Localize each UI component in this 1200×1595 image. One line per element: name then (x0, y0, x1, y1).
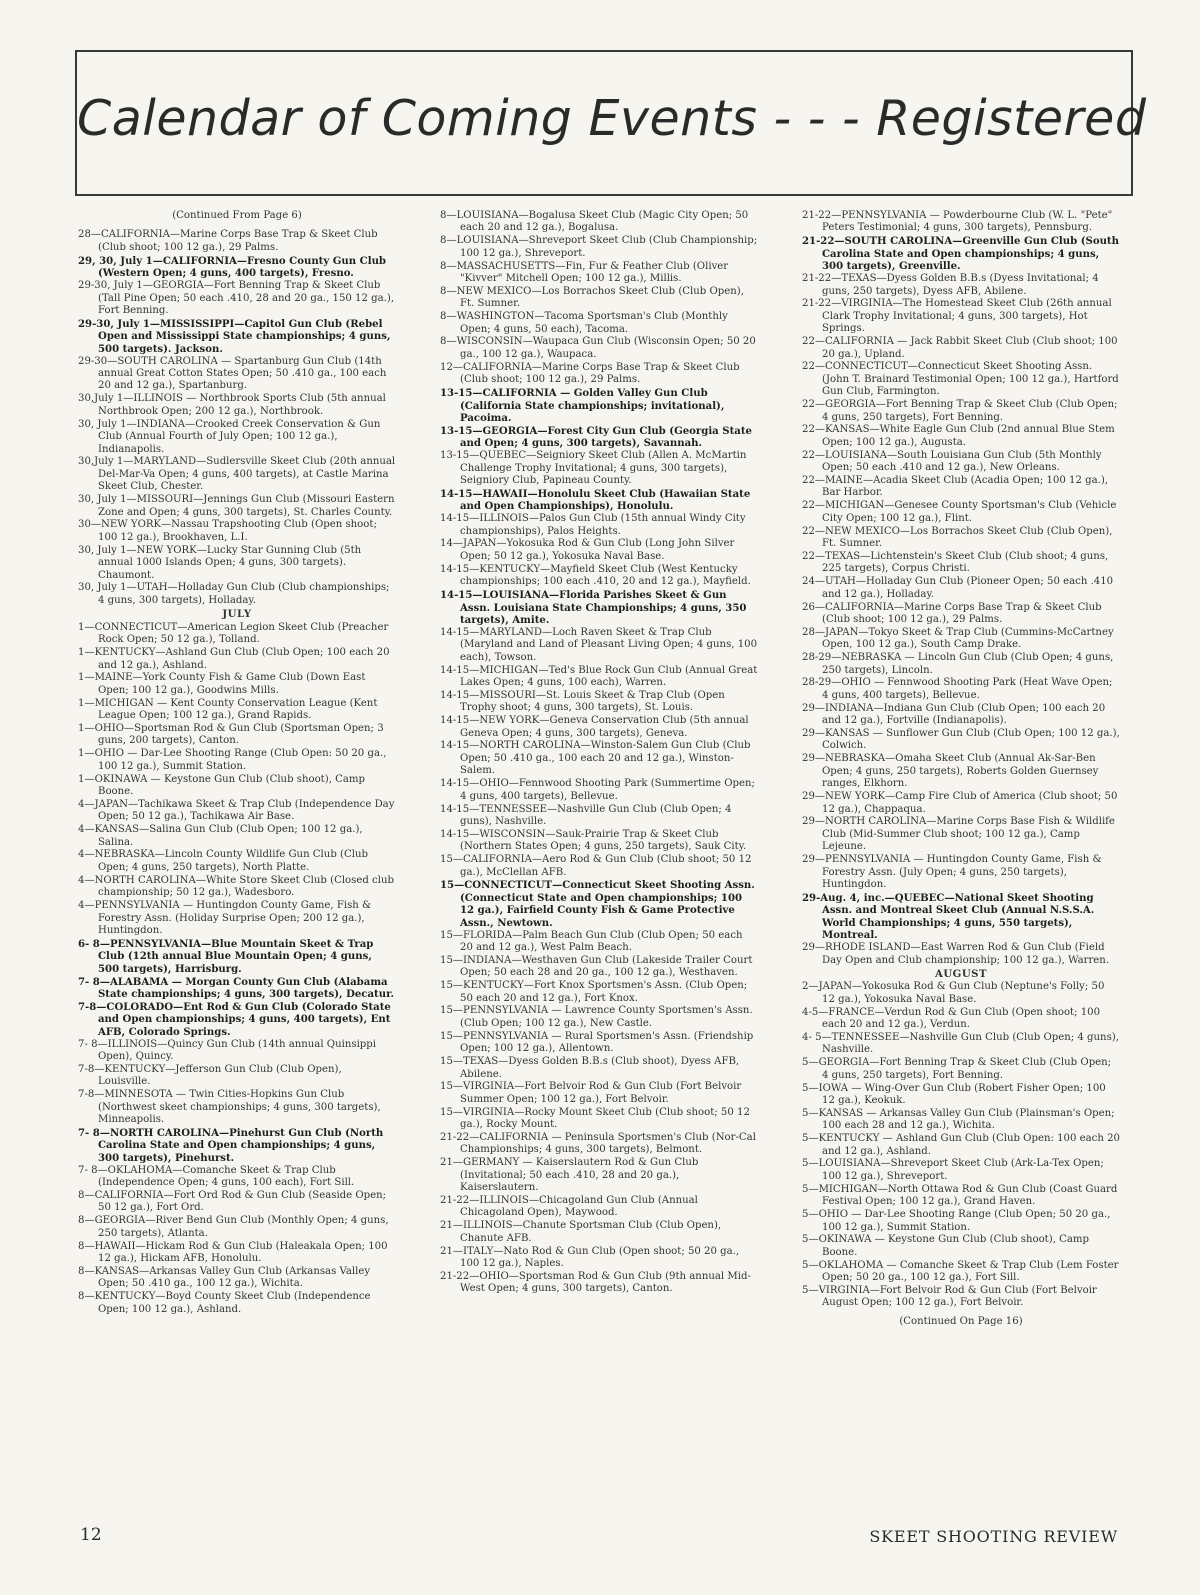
event-entry: 14-15—NEW YORK—Geneva Conservation Club (5th annual Geneva Open; 4 guns, 300 targets), Geneva. (440, 715, 749, 739)
event-entry: 21-22—CALIFORNIA — Peninsula Sportsmen's Club (Nor-Cal Championships; 4 guns, 300 targets), Belmont. (440, 1131, 756, 1156)
event-entry: 5—KANSAS — Arkansas Valley Gun Club (Plainsman's Open; 100 each 28 and 12 ga.), Wichita. (802, 1107, 1115, 1132)
event-entry: 5—KENTUCKY — Ashland Gun Club (Club Open: 100 each 20 and 12 ga.), Ashland. (802, 1133, 1120, 1157)
event-entry: 29-30, July 1—GEORGIA—Fort Benning Trap & Skeet Club (Tall Pine Open; 50 each .410, 28 and 20 ga., 150 12 ga.), Fort Benning. (78, 280, 395, 316)
event-entry: 30, July 1—MISSOURI—Jennings Gun Club (Missouri Eastern Zone and Open; 4 guns, 300 targets), St. Charles County. (78, 494, 395, 518)
events-column-1 (78, 210, 396, 1316)
event-entry: 1—CONNECTICUT—American Legion Skeet Club (Preacher Rock Open; 50 12 ga.), Tolland. (78, 621, 389, 646)
event-entry: 7- 8—NORTH CAROLINA—Pinehurst Gun Club (North Carolina State and Open championships; 4 guns, 300 targets), Pinehurst. (78, 1126, 384, 1164)
event-entry: 8—MASSACHUSETTS—Fin, Fur & Feather Club (Oliver "Kivver" Mitchell Open; 100 12 ga.), Millis. (440, 260, 729, 285)
event-entry: 14-15—MARYLAND—Loch Raven Skeet & Trap Club (Maryland and Land of Pleasant Living Open; 4 guns, 100 each), Towson. (440, 626, 758, 663)
event-entry: 5—VIRGINIA—Fort Belvoir Rod & Gun Club (Fort Belvoir August Open; 100 12 ga.), Fort Belvoir. (802, 1284, 1097, 1309)
event-entry: 8—NEW MEXICO—Los Borrachos Skeet Club (Club Open), Ft. Sumner. (440, 285, 744, 310)
event-entry: 30,July 1—ILLINOIS — Northbrook Sports Club (5th annual Northbrook Open; 200 12 ga.), Northbrook. (78, 393, 386, 417)
event-entry: 21—ITALY—Nato Rod & Gun Club (Open shoot; 50 20 ga., 100 12 ga.), Naples. (440, 1245, 740, 1270)
event-entry: 29—RHODE ISLAND—East Warren Rod & Gun Club (Field Day Open and Club championship; 100 12 ga.), Warren. (802, 942, 1110, 966)
event-entry: 24—UTAH—Holladay Gun Club (Pioneer Open; 50 each .410 and 12 ga.), Holladay. (802, 576, 1114, 600)
event-entry: 15—INDIANA—Westhaven Gun Club (Lakeside Trailer Court Open; 50 each 28 and 20 ga., 100 12 ga.), Westhaven. (440, 954, 753, 979)
event-entry: 21-22—SOUTH CAROLINA—Greenville Gun Club (South Carolina State and Open championships; 4 guns, 300 targets), Greenville. (802, 235, 1119, 273)
event-entry: 30—NEW YORK—Nassau Trapshooting Club (Open shoot; 100 12 ga.), Brookhaven, L.I. (78, 519, 377, 543)
event-entry: 7- 8—ALABAMA — Morgan County Gun Club (Alabama State championships; 4 guns, 300 targets), Decatur. (78, 975, 394, 1001)
event-entry: 4—KANSAS—Salina Gun Club (Club Open; 100 12 ga.), Salina. (78, 824, 363, 848)
event-entry: 4—NORTH CAROLINA—White Store Skeet Club (Closed club championship; 50 12 ga.), Wadesboro. (78, 874, 394, 899)
events-column-2 (440, 210, 758, 1296)
event-entry: 15—PENNSYLVANIA — Rural Sportsmen's Assn. (Friendship Open; 100 12 ga.), Allentown. (440, 1030, 754, 1055)
magazine-name: SKEET SHOOTING REVIEW (869, 1527, 1118, 1546)
event-entry: 14-15—TENNESSEE—Nashville Gun Club (Club Open; 4 guns), Nashville. (440, 803, 732, 827)
event-entry: 1—OKINAWA — Keystone Gun Club (Club shoot), Camp Boone. (78, 773, 366, 798)
event-entry: 4—JAPAN—Tachikawa Skeet & Trap Club (Independence Day Open; 50 12 ga.), Tachikawa Air Base. (78, 798, 395, 823)
event-entry: 28—JAPAN—Tokyo Skeet & Trap Club (Cummins-McCartney Open, 100 12 ga.), South Camp Drake. (802, 626, 1114, 651)
event-entry: 7-8—KENTUCKY—Jefferson Gun Club (Club Open), Louisville. (78, 1063, 342, 1088)
event-entry: 21-22—VIRGINIA—The Homestead Skeet Club (26th annual Clark Trophy Invitational; 4 guns, 300 targets), Hot Springs. (802, 298, 1112, 335)
event-entry: 22—LOUISIANA—South Louisiana Gun Club (5th Monthly Open; 50 each .410 and 12 ga.), New Orleans. (802, 449, 1102, 474)
event-entry: 26—CALIFORNIA—Marine Corps Base Trap & Skeet Club (Club shoot; 100 12 ga.), 29 Palms. (802, 601, 1102, 625)
event-entry: 1—MICHIGAN — Kent County Conservation League (Kent League Open; 100 12 ga.), Grand Rapids. (78, 697, 378, 722)
event-entry: 14-15—OHIO—Fennwood Shooting Park (Summertime Open; 4 guns, 400 targets), Bellevue. (440, 778, 755, 802)
event-entry: 15—KENTUCKY—Fort Knox Sportsmen's Assn. (Club Open; 50 each 20 and 12 ga.), Fort Knox. (440, 980, 748, 1004)
page-number: 12 (80, 1525, 102, 1545)
event-entry: 1—KENTUCKY—Ashland Gun Club (Club Open; 100 each 20 and 12 ga.), Ashland. (78, 647, 390, 671)
event-entry: 14-15—HAWAII—Honolulu Skeet Club (Hawaiian State and Open Championships), Honolulu. (440, 487, 751, 513)
event-entry: 29-30, July 1—MISSISSIPPI—Capitol Gun Club (Rebel Open and Mississippi State championships; 4 guns, 500 targets). Jackson. (78, 317, 391, 355)
event-entry: 14-15—MISSOURI—St. Louis Skeet & Trap Club (Open Trophy shoot; 4 guns, 300 targets), St. Louis. (440, 689, 725, 714)
event-entry: 5—IOWA — Wing-Over Gun Club (Robert Fisher Open; 100 12 ga.), Keokuk. (802, 1082, 1106, 1107)
event-entry: 29-Aug. 4, inc.—QUEBEC—National Skeet Shooting Assn. and Montreal Skeet Club (Annual N.S.S.A. World Championships; 4 guns, 550 targets), Montreal. (802, 891, 1095, 942)
event-entry: 5—MICHIGAN—North Ottawa Rod & Gun Club (Coast Guard Festival Open; 100 12 ga.), Grand Haven. (802, 1183, 1118, 1208)
event-entry: 14-15—WISCONSIN—Sauk-Prairie Trap & Skeet Club (Northern States Open; 4 guns, 250 targets), Sauk City. (440, 828, 747, 853)
event-entry: 15—VIRGINIA—Rocky Mount Skeet Club (Club shoot; 50 12 ga.), Rocky Mount. (440, 1106, 750, 1131)
event-entry: 21-22—OHIO—Sportsman Rod & Gun Club (9th annual Mid-West Open; 4 guns, 300 targets), Canton. (440, 1270, 751, 1295)
event-entry: 1—MAINE—York County Fish & Game Club (Down East Open; 100 12 ga.), Goodwins Mills. (78, 672, 366, 696)
event-entry: 8—GEORGIA—River Bend Gun Club (Monthly Open; 4 guns, 250 targets), Atlanta. (78, 1215, 389, 1239)
event-entry: 4—PENNSYLVANIA — Huntingdon County Game, Fish & Forestry Assn. (Holiday Surprise Open; 200 12 ga.), Huntingdon. (78, 900, 372, 936)
event-entry: 29—PENNSYLVANIA — Huntingdon County Game, Fish & Forestry Assn. (July Open; 4 guns, 250 targets), Huntingdon. (802, 854, 1102, 890)
event-entry: 13-15—QUEBEC—Seigniory Skeet Club (Allen A. McMartin Challenge Trophy Invitational; 4 guns, 300 targets), Seigniory Club, Papineau County. (440, 450, 747, 487)
event-entry: 29, 30, July 1—CALIFORNIA—Fresno County Gun Club (Western Open; 4 guns, 400 targets), Fresno. (78, 254, 387, 280)
event-entry: 15—VIRGINIA—Fort Belvoir Rod & Gun Club (Fort Belvoir Summer Open; 100 12 ga.), Fort Belvoir. (440, 1081, 742, 1105)
event-entry: 28-29—OHIO — Fennwood Shooting Park (Heat Wave Open; 4 guns, 400 targets), Bellevue. (802, 677, 1113, 701)
event-entry: 5—OKLAHOMA — Comanche Skeet & Trap Club (Lem Foster Open; 50 20 ga., 100 12 ga.), Fort Sill. (802, 1259, 1119, 1284)
event-entry: 4-5—FRANCE—Verdun Rod & Gun Club (Open shoot; 100 each 20 and 12 ga.), Verdun. (802, 1006, 1101, 1031)
event-entry: 28-29—NEBRASKA — Lincoln Gun Club (Club Open; 4 guns, 250 targets), Lincoln. (802, 652, 1114, 676)
event-entry: 21-22—TEXAS—Dyess Golden B.B.s (Dyess Invitational; 4 guns, 250 targets), Dyess AFB, Abilene. (802, 273, 1099, 297)
month-heading: AUGUST (934, 967, 987, 980)
event-entry: 15—TEXAS—Dyess Golden B.B.s (Club shoot), Dyess AFB, Abilene. (440, 1056, 740, 1080)
title-banner (75, 50, 1147, 196)
event-entry: 29-30—SOUTH CAROLINA — Spartanburg Gun Club (14th annual Great Cotton States Open; 50 .410 ga., 100 each 20 and 12 ga.), Spartanburg. (78, 355, 387, 392)
event-entry: 30,July 1—MARYLAND—Sudlersville Skeet Club (20th annual Del-Mar-Va Open; 4 guns, 400 targets), at Castle Marina Skeet Club, Chester. (78, 456, 396, 493)
event-entry: 30, July 1—UTAH—Holladay Gun Club (Club championships; 4 guns, 300 targets), Holladay. (78, 582, 390, 606)
page-title: Calendar of Coming Events - - - Registered (77, 90, 1147, 147)
event-entry: 22—GEORGIA—Fort Benning Trap & Skeet Club (Club Open; 4 guns, 250 targets), Fort Benning. (802, 399, 1118, 423)
event-entry: 7-8—MINNESOTA — Twin Cities-Hopkins Gun Club (Northwest skeet championships; 4 guns, 300 targets), Minneapolis. (78, 1089, 381, 1126)
event-entry: 8—KENTUCKY—Boyd County Skeet Club (Independence Open; 100 12 ga.), Ashland. (78, 1291, 371, 1315)
event-entry: 29—NEW YORK—Camp Fire Club of America (Club shoot; 50 12 ga.), Chappaqua. (802, 791, 1118, 815)
event-entry: 14-15—KENTUCKY—Mayfield Skeet Club (West Kentucky championships; 100 each .410, 20 and 12 ga.), Mayfield. (440, 563, 751, 588)
event-entry: 14-15—MICHIGAN—Ted's Blue Rock Gun Club (Annual Great Lakes Open; 4 guns, 100 each), Warren. (440, 664, 758, 689)
event-entry: 22—NEW MEXICO—Los Borrachos Skeet Club (Club Open), Ft. Sumner. (802, 525, 1113, 550)
event-entry: 14—JAPAN—Yokosuka Rod & Gun Club (Long John Silver Open; 50 12 ga.), Yokosuka Naval Base. (440, 538, 735, 562)
event-entry: 15—PENNSYLVANIA — Lawrence County Sportsmen's Assn. (Club Open; 100 12 ga.), New Castle. (440, 1005, 753, 1029)
event-entry: 6- 8—PENNSYLVANIA—Blue Mountain Skeet & Trap Club (12th annual Blue Mountain Open; 4 guns, 500 targets), Harrisburg. (78, 937, 374, 975)
event-entry: 7- 8—ILLINOIS—Quincy Gun Club (14th annual Quinsippi Open), Quincy. (78, 1038, 377, 1063)
event-entry: 8—LOUISIANA—Bogalusa Skeet Club (Magic City Open; 50 each 20 and 12 ga.), Bogalusa. (440, 210, 749, 234)
event-entry: 7-8—COLORADO—Ent Rod & Gun Club (Colorado State and Open championships; 4 guns, 400 targets), Ent AFB, Colorado Springs. (78, 1000, 391, 1038)
event-entry: 30, July 1—NEW YORK—Lucky Star Gunning Club (5th annual 1000 Islands Open; 4 guns, 300 targets). Chaumont. (78, 544, 362, 581)
event-entry: 5—OHIO — Dar-Lee Shooting Range (Club Open; 50 20 ga., 100 12 ga.), Summit Station. (802, 1209, 1111, 1233)
event-entry: 14-15—ILLINOIS—Palos Gun Club (15th annual Windy City championships), Palos Heights. (440, 513, 746, 537)
event-entry: 15—CALIFORNIA—Aero Rod & Gun Club (Club shoot; 50 12 ga.), McClellan AFB. (440, 854, 752, 878)
event-entry: 29—NEBRASKA—Omaha Skeet Club (Annual Ak-Sar-Ben Open; 4 guns, 250 targets), Roberts Golden Guernsey ranges, Elkhorn. (802, 753, 1099, 790)
event-entry: 13-15—CALIFORNIA — Golden Valley Gun Club (California State championships; invitational), Pacoima. (440, 387, 725, 424)
event-entry: 13-15—GEORGIA—Forest City Gun Club (Georgia State and Open; 4 guns, 300 targets), Savannah. (440, 424, 752, 450)
event-entry: 5—LOUISIANA—Shreveport Skeet Club (Ark-La-Tex Open; 100 12 ga.), Shreveport. (802, 1158, 1104, 1182)
event-entry: 14-15—NORTH CAROLINA—Winston-Salem Gun Club (Club Open; 50 .410 ga., 100 each 20 and 12 ga.), Winston-Salem. (440, 740, 751, 777)
event-entry: 28—CALIFORNIA—Marine Corps Base Trap & Skeet Club (Club shoot; 100 12 ga.), 29 Palms. (78, 229, 378, 253)
events-column-3 (802, 210, 1120, 1338)
event-entry: 1—OHIO—Sportsman Rod & Gun Club (Sportsman Open; 3 guns, 200 targets), Canton. (78, 722, 384, 747)
event-entry: 7- 8—OKLAHOMA—Comanche Skeet & Trap Club (Independence Open; 4 guns, 100 each), Fort Sill. (78, 1164, 355, 1189)
event-entry: 21—GERMANY — Kaiserslautern Rod & Gun Club (Invitational; 50 each .410, 28 and 20 ga.), Kaiserslautern. (440, 1157, 699, 1194)
event-entry: 5—OKINAWA — Keystone Gun Club (Club shoot), Camp Boone. (802, 1234, 1090, 1258)
event-entry: 15—CONNECTICUT—Connecticut Skeet Shooting Assn. (Connecticut State and Open championships; 100 12 ga.), Fairfield County Fish & Game Protective Assn., Newtown. (440, 879, 755, 929)
event-entry: 21-22—PENNSYLVANIA — Powderbourne Club (W. L. "Pete" Peters Testimonial; 4 guns, 300 targets), Pennsburg. (802, 210, 1113, 234)
event-entry: 29—INDIANA—Indiana Gun Club (Club Open; 100 each 20 and 12 ga.), Fortville (Indianapolis). (802, 702, 1106, 727)
event-entry: 22—KANSAS—White Eagle Gun Club (2nd annual Blue Stem Open; 100 12 ga.), Augusta. (802, 424, 1115, 448)
month-heading: JULY (222, 608, 252, 621)
event-entry: 1—OHIO — Dar-Lee Shooting Range (Club Open: 50 20 ga., 100 12 ga.), Summit Station. (78, 748, 387, 772)
event-entry: 8—WISCONSIN—Waupaca Gun Club (Wisconsin Open; 50 20 ga., 100 12 ga.), Waupaca. (440, 336, 756, 360)
event-entry: 8—LOUISIANA—Shreveport Skeet Club (Club Championship; 100 12 ga.), Shreveport. (440, 235, 758, 259)
continued-on-note: (Continued On Page 16) (899, 1315, 1023, 1327)
event-entry: 8—WASHINGTON—Tacoma Sportsman's Club (Monthly Open; 4 guns, 50 each), Tacoma. (440, 311, 728, 335)
event-entry: 8—KANSAS—Arkansas Valley Gun Club (Arkansas Valley Open; 50 .410 ga., 100 12 ga.), Wichita. (78, 1265, 371, 1290)
event-entry: 4—NEBRASKA—Lincoln County Wildlife Gun Club (Club Open; 4 guns, 250 targets), North Platte. (78, 849, 368, 873)
event-entry: 22—TEXAS—Lichtenstein's Skeet Club (Club shoot; 4 guns, 225 targets), Corpus Christi. (802, 550, 1109, 575)
event-entry: 5—GEORGIA—Fort Benning Trap & Skeet Club (Club Open; 4 guns, 250 targets), Fort Benning. (802, 1057, 1112, 1081)
continued-from-note: (Continued From Page 6) (172, 210, 302, 221)
event-entry: 2—JAPAN—Yokosuka Rod & Gun Club (Neptune's Folly; 50 12 ga.), Yokosuka Naval Base. (802, 981, 1105, 1005)
event-entry: 29—KANSAS — Sunflower Gun Club (Club Open; 100 12 ga.), Colwich. (802, 728, 1120, 752)
event-entry: 22—MICHIGAN—Genesee County Sportsman's Club (Vehicle City Open; 100 12 ga.), Flint. (802, 500, 1117, 524)
event-entry: 12—CALIFORNIA—Marine Corps Base Trap & Skeet Club (Club shoot; 100 12 ga.), 29 Palms. (440, 361, 740, 386)
event-entry: 30, July 1—INDIANA—Crooked Creek Conservation & Gun Club (Annual Fourth of July Open; 100 12 ga.), Indianapolis. (78, 418, 381, 455)
event-entry: 29—NORTH CAROLINA—Marine Corps Base Fish & Wildlife Club (Mid-Summer Club shoot; 100 12 ga.), Camp Lejeune. (802, 816, 1115, 853)
event-entry: 22—MAINE—Acadia Skeet Club (Acadia Open; 100 12 ga.), Bar Harbor. (802, 475, 1109, 499)
event-entry: 21—ILLINOIS—Chanute Sportsman Club (Club Open), Chanute AFB. (440, 1220, 722, 1244)
event-entry: 22—CONNECTICUT—Connecticut Skeet Shooting Assn. (John T. Brainard Testimonial Open; 100 12 ga.), Hartford Gun Club, Farmington. (802, 361, 1119, 398)
event-entry: 8—HAWAII—Hickam Rod & Gun Club (Haleakala Open; 100 12 ga.), Hickam AFB, Honolulu. (78, 1240, 388, 1265)
event-entry: 4- 5—TENNESSEE—Nashville Gun Club (Club Open; 4 guns), Nashville. (802, 1032, 1119, 1056)
event-entry: 22—CALIFORNIA — Jack Rabbit Skeet Club (Club shoot; 100 20 ga.), Upland. (802, 336, 1118, 360)
event-entry: 15—FLORIDA—Palm Beach Gun Club (Club Open; 50 each 20 and 12 ga.), West Palm Beach. (440, 929, 743, 954)
event-entry: 21-22—ILLINOIS—Chicagoland Gun Club (Annual Chicagoland Open), Maywood. (440, 1195, 698, 1219)
event-entry: 14-15—LOUISIANA—Florida Parishes Skeet & Gun Assn. Louisiana State Championships; 4 guns, 350 targets), Amite. (440, 589, 747, 626)
event-entry: 8—CALIFORNIA—Fort Ord Rod & Gun Club (Seaside Open; 50 12 ga.), Fort Ord. (78, 1190, 387, 1214)
